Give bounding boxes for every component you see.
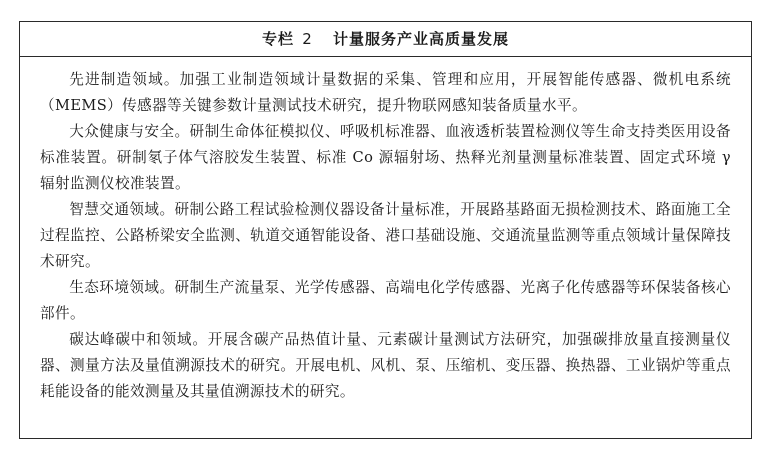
paragraph-ecological-environment: 生态环境领域。研制生产流量泵、光学传感器、高端电化学传感器、光离子化传感器等环保装备核心部件。 — [40, 279, 731, 322]
paragraph-public-health-safety: 大众健康与安全。研制生命体征模拟仪、呼吸机标准器、血液透析装置检测仪等生命支持类医用设备标准装置。研制氡子体气溶胶发生装置、标准 Co 源辐射场、热释光剂量测量标准装置、固定式环境 γ 辐射监测仪校准装置。 — [40, 123, 731, 192]
paragraph-advanced-manufacturing: 先进制造领域。加强工业制造领域计量数据的采集、管理和应用，开展智能传感器、微机电系统（MEMS）传感器等关键参数计量测试技术研究，提升物联网感知装备质量水平。 — [40, 71, 731, 114]
column-number: 2 — [302, 30, 313, 48]
column-label: 专栏 — [261, 30, 294, 48]
column-title: 计量服务产业高质量发展 — [333, 30, 510, 48]
column-box — [19, 21, 752, 439]
paragraph-carbon-neutrality: 碳达峰碳中和领域。开展含碳产品热值计量、元素碳计量测试方法研究，加强碳排放量直接测量仪器、测量方法及量值溯源技术的研究。开展电机、风机、泵、压缩机、变压器、换热器、工业锅炉等重点耗能设备的能效测量及其量值溯源技术的研究。 — [40, 331, 731, 400]
column-content — [20, 57, 751, 405]
column-title-bar — [20, 22, 751, 57]
paragraph-smart-transport: 智慧交通领域。研制公路工程试验检测仪器设备计量标准，开展路基路面无损检测技术、路面施工全过程监控、公路桥梁安全监测、轨道交通智能设备、港口基础设施、交通流量监测等重点领域计量保障技术研究。 — [40, 201, 731, 270]
